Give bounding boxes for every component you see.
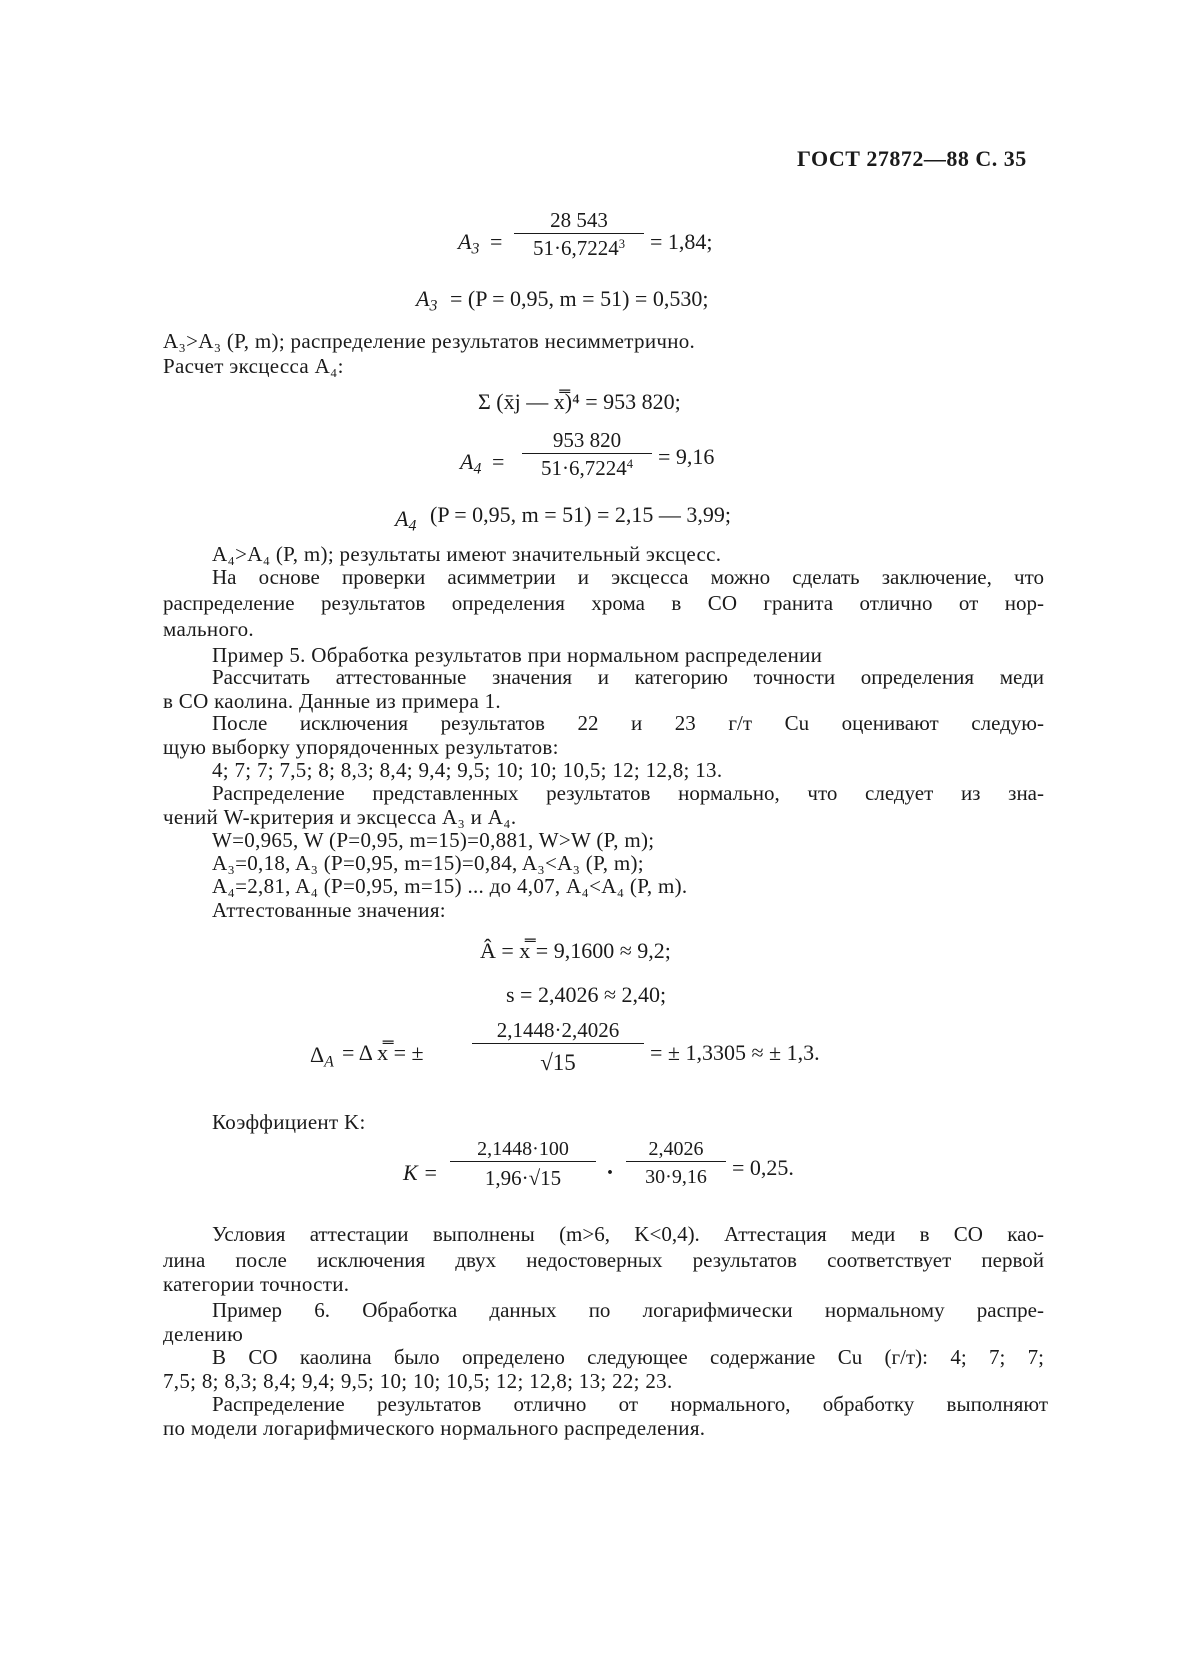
text-line-a4-check: A₄=2,81, A₄ (P=0,95, m=15) ... до 4,07, A₄<A₄ (P, m). (212, 874, 688, 898)
formula-delta-fraction (472, 1018, 644, 1076)
formula-a4-critical: (P = 0,95, m = 51) = 2,15 — 3,99; (430, 502, 732, 527)
text-line-ex5-normal-2: чений W-критерия и эксцесса A₃ и A₄. (163, 805, 517, 829)
text-line-ex5-sample: 4; 7; 7; 7,5; 8; 8,3; 8,4; 9,4; 9,5; 10; 10; 10,5; 12; 12,8; 13. (212, 758, 723, 782)
text-line-conditions-3: категории точности. (163, 1272, 350, 1296)
formula-s: s = 2,4026 ≈ 2,40; (506, 982, 667, 1007)
formula-delta-numerator: 2,1448·2,4026 (496, 1018, 620, 1042)
formula-k-denominator-1: 1,96·√15 (450, 1161, 596, 1191)
formula-k-denominator-2: 30·9,16 (626, 1161, 726, 1189)
formula-a3-result: = 1,84; (650, 229, 713, 254)
formula-a4-fraction (522, 428, 652, 481)
formula-a4-crit-lhs: $A_4$ (395, 506, 417, 535)
text-line-ex6-data-1: В СО каолина было определено следующее содержание Cu (г/т): 4; 7; 7; (212, 1345, 1044, 1369)
text-line-ex5-normal-1: Распределение представленных результатов нормально, что следует из зна- (212, 781, 1044, 805)
example-5-title: Пример 5. Обработка результатов при нормальном распределении (212, 643, 823, 667)
formula-a3-denominator: $51\cdot 6,7224^3$ (514, 233, 644, 261)
formula-k-lhs: K = (403, 1160, 439, 1185)
formula-a4-eq: = (492, 449, 505, 474)
text-line-ex5-task-1: Рассчитать аттестованные значения и категорию точности определения меди (212, 665, 1044, 689)
formula-a4-lhs: $A_4$ (460, 449, 482, 478)
text-line-ex6-method-2: по модели логарифмического нормального распределения. (163, 1416, 706, 1440)
formula-k-result: = 0,25. (732, 1155, 794, 1180)
example-6-title-cont: делению (163, 1322, 244, 1346)
formula-a3-crit-lhs: $A_3$ (416, 286, 438, 315)
text-line-conclusion-2: распределение результатов определения хрома в СО гранита отлично от нор- (163, 591, 1044, 615)
text-line-ex5-task-2: в СО каолина. Данные из примера 1. (163, 689, 501, 713)
formula-k-numerator-1: 2,1448·100 (477, 1138, 569, 1160)
formula-delta-denominator: √15 (472, 1043, 644, 1076)
formula-k-numerator-2: 2,4026 (648, 1138, 704, 1160)
formula-delta-result: = ± 1,3305 ≈ ± 1,3. (650, 1040, 820, 1065)
text-line-excess-result: A₄>A₄ (P, m); результаты имеют значительный эксцесс. (212, 542, 722, 566)
text-line-asymmetry: A₃>A₃ (P, m); распределение результатов несимметрично. (163, 329, 696, 353)
text-line-conditions-1: Условия аттестации выполнены (m>6, K<0,4). Аттестация меди в СО као- (212, 1222, 1044, 1246)
text-line-a3-check: A₃=0,18, A₃ (P=0,95, m=15)=0,84, A₃<A₃ (P, m); (212, 851, 644, 875)
formula-a3-fraction (514, 208, 644, 261)
formula-delta-lhs: $\Delta_A$ (310, 1042, 334, 1071)
text-line-ex6-method-1: Распределение результатов отлично от нормального, обработку выполняют (212, 1392, 1048, 1416)
text-line-conditions-2: лина после исключения двух недостоверных результатов соответствует первой (163, 1248, 1044, 1272)
formula-a4-result: = 9,16 (658, 444, 715, 469)
text-line-conclusion-3: мального. (163, 617, 254, 641)
text-line-ex5-after-exclusion-2: щую выборку упорядоченных результатов: (163, 735, 559, 759)
text-line-certified-values: Аттестованные значения: (212, 898, 446, 922)
formula-a3-numerator: 28 543 (550, 208, 608, 232)
formula-k-dot: · (606, 1160, 615, 1186)
page-header: ГОСТ 27872—88 С. 35 (797, 146, 1027, 171)
formula-a3-critical: = (P = 0,95, m = 51) = 0,530; (450, 286, 709, 311)
formula-a-hat: Â = x̿ = 9,1600 ≈ 9,2; (480, 938, 671, 963)
text-line-ex6-data-2: 7,5; 8; 8,3; 8,4; 9,4; 9,5; 10; 10; 10,5; 12; 12,8; 13; 22; 23. (163, 1369, 673, 1393)
formula-a3-eq: = (490, 229, 503, 254)
formula-sum: Σ (x̄j — x̿)⁴ = 953 820; (478, 389, 681, 414)
formula-a4-numerator: 953 820 (552, 428, 622, 452)
text-line-ex5-after-exclusion-1: После исключения результатов 22 и 23 г/т Cu оценивают следую- (212, 711, 1044, 735)
text-line-conclusion-1: На основе проверки асимметрии и эксцесса можно сделать заключение, что (212, 565, 1044, 589)
formula-k-fraction-1 (450, 1138, 596, 1191)
formula-k-fraction-2 (626, 1138, 726, 1189)
text-line-w-criterion: W=0,965, W (P=0,95, m=15)=0,881, W>W (P, m); (212, 828, 655, 852)
formula-a4-denominator: $51\cdot 6,7224^4$ (522, 453, 652, 481)
formula-a3-lhs: $A_3$ (458, 229, 480, 258)
formula-delta-mid: = Δ x̿ = ± (342, 1040, 424, 1065)
example-6-title: Пример 6. Обработка данных по логарифмически нормальному распре- (212, 1298, 1044, 1322)
text-line-excess-calc: Расчет эксцесса A₄: (163, 354, 344, 378)
text-line-coefficient-k: Коэффициент K: (212, 1110, 366, 1134)
